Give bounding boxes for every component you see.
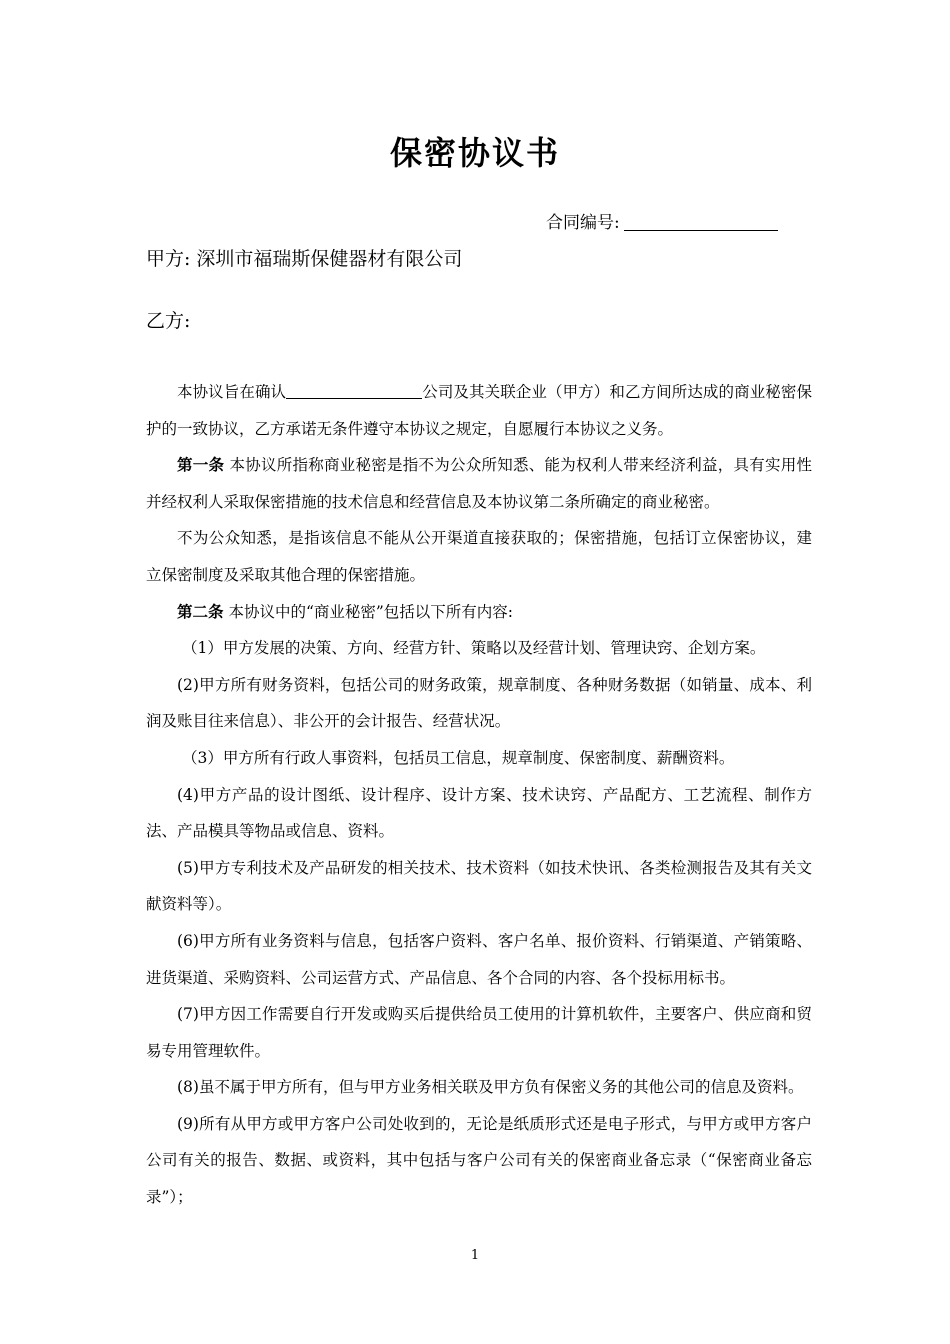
party-b-line xyxy=(146,306,190,333)
article-2-item-8: (8)虽不属于甲方所有，但与甲方业务相关联及甲方负有保密义务的其他公司的信息及资料。 xyxy=(177,1078,804,1097)
party-b-label: 乙方: xyxy=(146,310,191,332)
article-1-heading: 第一条 xyxy=(177,456,225,475)
article-2-item-3: （3）甲方所有行政人事资料，包括员工信息，规章制度、保密制度、薪酬资料。 xyxy=(182,748,735,767)
document-title: 保密协议书 xyxy=(389,134,560,172)
article-2-item-9: (9)所有从甲方或甲方客户公司处收到的，无论是纸质形式还是电子形式，与甲方或甲方客户公司有关的报告、数据、或资料，其中包括与客户公司有关的保密商业备忘录（“保密商业备忘录”）； xyxy=(146,1114,812,1207)
party-a-name: 深圳市福瑞斯保健器材有限公司 xyxy=(196,248,463,270)
article-2-item-4: (4)甲方产品的设计图纸、设计程序、设计方案、技术诀窍、产品配方、工艺流程、制作方法、产品模具等物品或信息、资料。 xyxy=(146,785,812,841)
article-2-item-6: (6)甲方所有业务资料与信息，包括客户资料、客户名单、报价资料、行销渠道、产销策略、进货渠道、采购资料、公司运营方式、产品信息、各个合同的内容、各个投标用标书。 xyxy=(146,931,812,987)
intro-after-blank: 公司及其关联企业（甲方）和乙方间所达成的商业秘密保护的一致协议，乙方承诺无条件遵守本协议之规定，自愿履行本协议之义务。 xyxy=(146,383,812,438)
article-2-item-1: （1）甲方发展的决策、方向、经营方针、策略以及经营计划、管理诀窍、企划方案。 xyxy=(182,639,766,658)
article-1-text: 本协议所指称商业秘密是指不为公众所知悉、能为权利人带来经济利益，具有实用性并经权利人采取保密措施的技术信息和经营信息及本协议第二条所确定的商业秘密。 xyxy=(146,456,812,511)
article-1-paragraph xyxy=(146,447,812,520)
article-2-item-2: (2)甲方所有财务资料，包括公司的财务政策，规章制度、各种财务数据（如销量、成本、利润及账目往来信息）、非公开的会计报告、经营状况。 xyxy=(146,675,812,731)
contract-number-line xyxy=(546,208,778,233)
page-number: 1 xyxy=(470,1248,480,1263)
article-2-item-5: (5)甲方专利技术及产品研发的相关技术、技术资料（如技术快讯、各类检测报告及其有关文献资料等）。 xyxy=(146,858,812,914)
agreement-body xyxy=(146,374,812,1216)
company-name-blank xyxy=(286,382,422,399)
article-1-explanation: 不为公众知悉，是指该信息不能从公开渠道直接获取的；保密措施，包括订立保密协议，建立保密制度及采取其他合理的保密措施。 xyxy=(146,529,812,584)
article-2-item-7: (7)甲方因工作需要自行开发或购买后提供给员工使用的计算机软件，主要客户、供应商和贸易专用管理软件。 xyxy=(146,1005,812,1060)
article-2-heading: 第二条 xyxy=(177,602,224,621)
article-2-paragraph xyxy=(146,594,812,631)
intro-before-blank: 本协议旨在确认 xyxy=(177,383,287,401)
party-a-line xyxy=(146,244,462,271)
intro-paragraph xyxy=(146,374,812,447)
contract-number-label: 合同编号: xyxy=(546,213,620,233)
article-2-text: 本协议中的“商业秘密”包括以下所有内容: xyxy=(223,602,514,621)
party-a-label: 甲方: xyxy=(146,248,191,270)
contract-number-blank xyxy=(624,212,778,231)
